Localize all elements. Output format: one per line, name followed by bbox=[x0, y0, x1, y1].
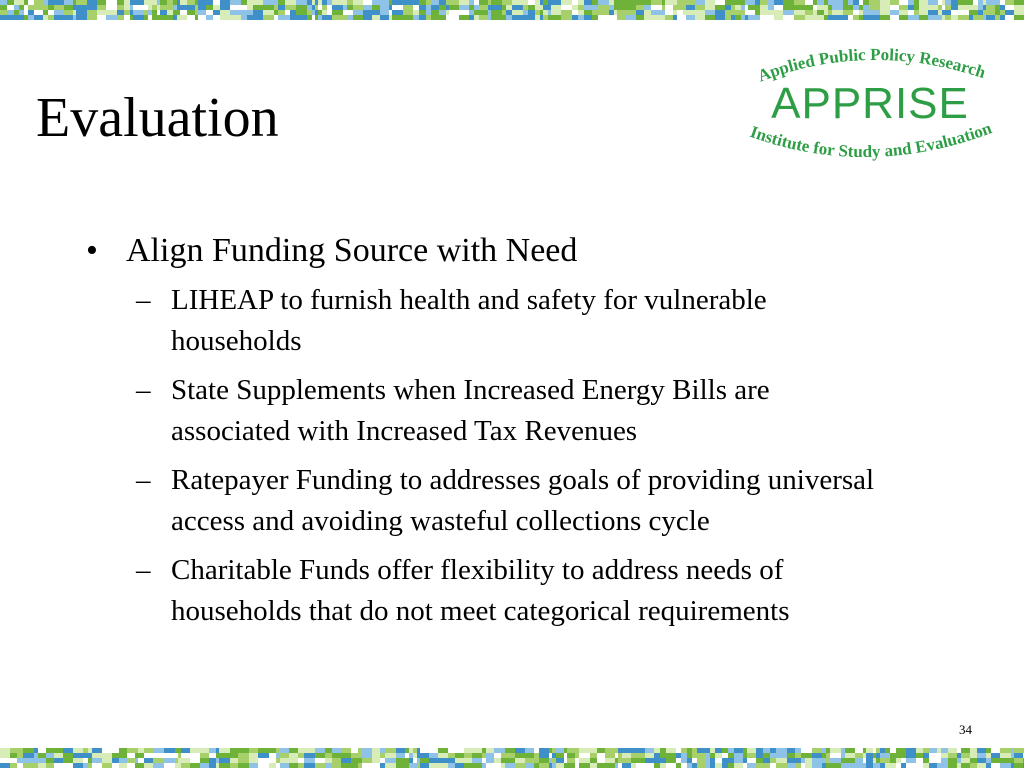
sub-bullet-text: Charitable Funds offer flexibility to address needs of households that do not meet categorical requirements bbox=[171, 554, 790, 627]
main-bullet bbox=[86, 228, 1024, 274]
main-bullet-text: Align Funding Source with Need bbox=[126, 232, 578, 269]
dash-marker: – bbox=[136, 554, 151, 586]
sub-bullet-item bbox=[136, 370, 896, 452]
apprise-logo bbox=[728, 28, 1012, 178]
dash-marker: – bbox=[136, 464, 151, 496]
logo-top-text: Applied Public Policy Research bbox=[755, 44, 988, 86]
sub-bullet-text: State Supplements when Increased Energy Bills are associated with Increased Tax Revenues bbox=[171, 374, 770, 447]
sub-bullet-item bbox=[136, 280, 896, 362]
sub-bullet-text: LIHEAP to furnish health and safety for vulnerable households bbox=[171, 284, 767, 357]
logo-name: APPRISE bbox=[771, 79, 969, 128]
sub-bullet-list bbox=[0, 280, 1024, 632]
slide-title: Evaluation bbox=[36, 87, 279, 149]
page-number: 34 bbox=[959, 722, 972, 737]
sub-bullet-item bbox=[136, 550, 896, 632]
bullet-marker: • bbox=[86, 232, 98, 269]
dash-marker: – bbox=[136, 284, 151, 316]
sub-bullet-item bbox=[136, 460, 896, 542]
bottom-decorative-border bbox=[0, 748, 1024, 768]
dash-marker: – bbox=[136, 374, 151, 406]
sub-bullet-text: Ratepayer Funding to addresses goals of providing universal access and avoiding wasteful collections cycle bbox=[171, 464, 875, 537]
logo-bottom-text: Institute for Study and Evaluation bbox=[747, 118, 995, 162]
slide-content bbox=[0, 228, 1024, 640]
top-decorative-border bbox=[0, 0, 1024, 20]
